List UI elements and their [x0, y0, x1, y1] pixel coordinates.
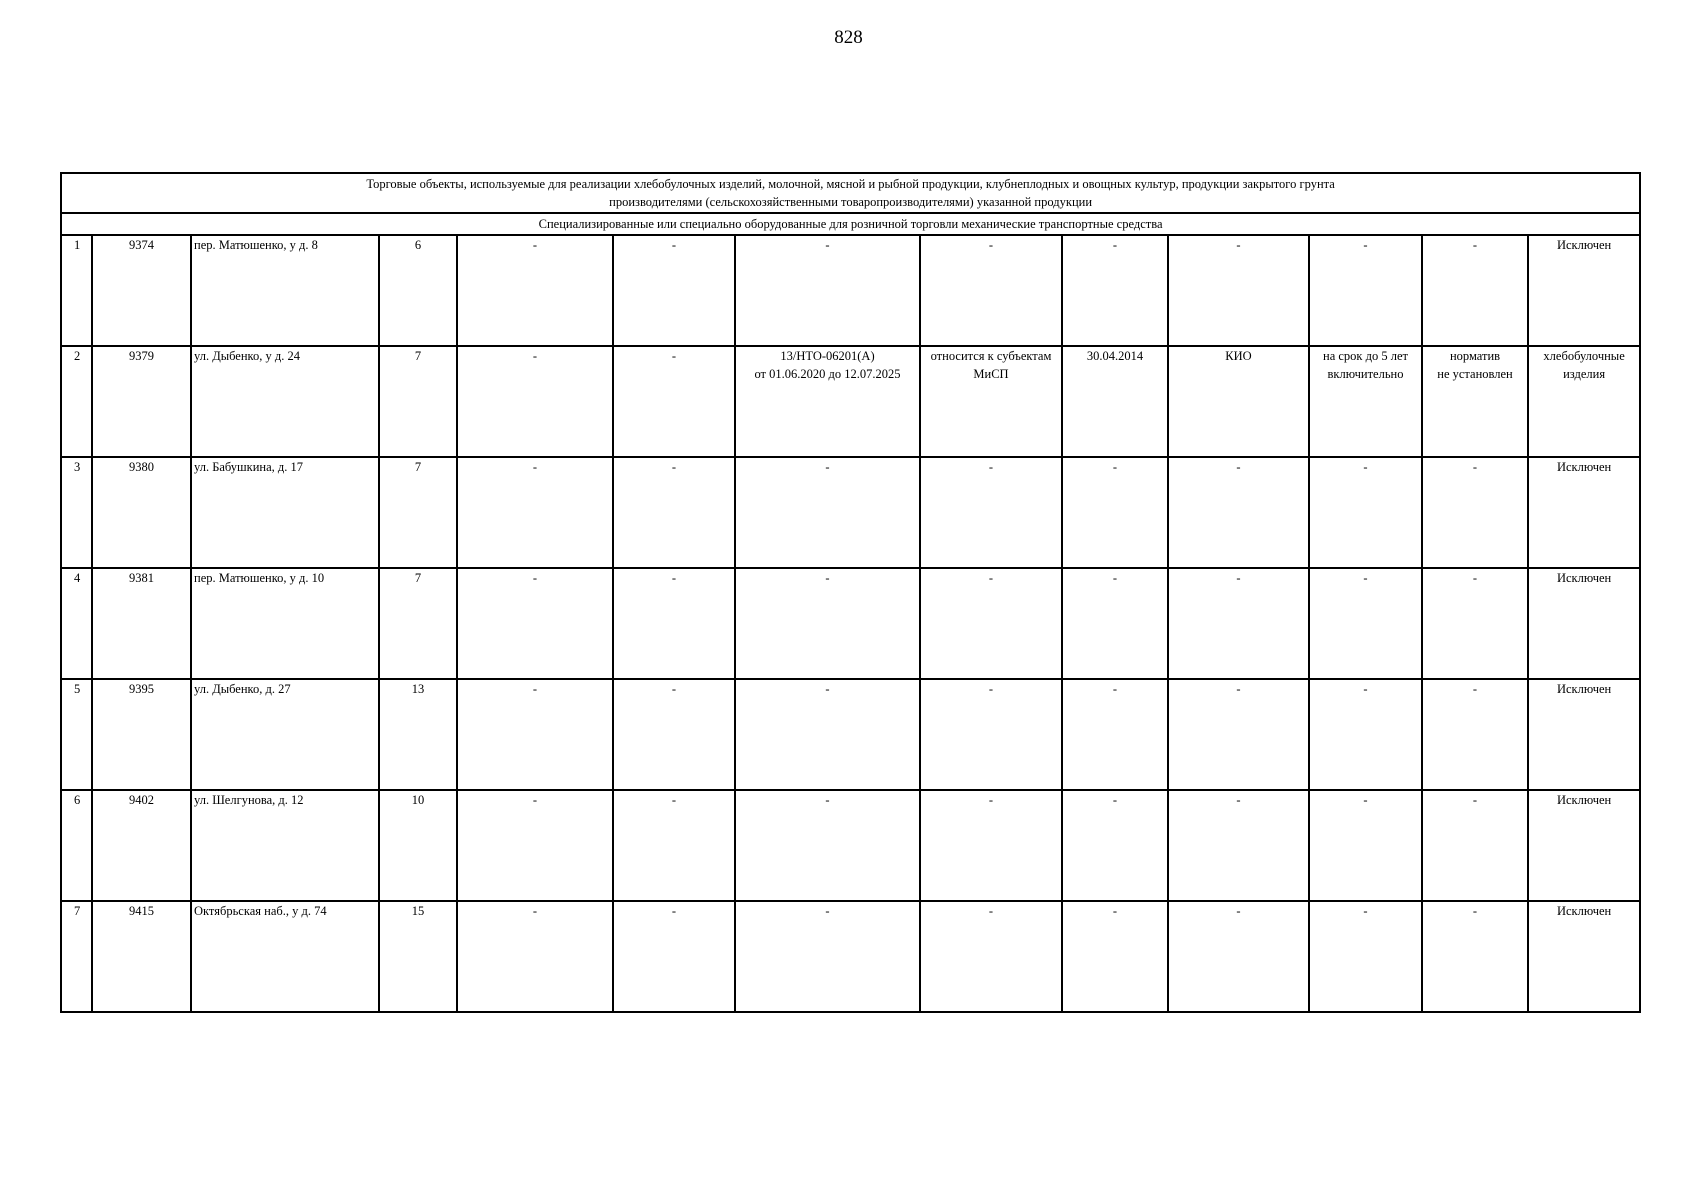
term-cell: [1309, 568, 1422, 679]
section-subtitle: Специализированные или специально оборудованные для розничной торговли механические транспортные средства: [61, 213, 1640, 235]
date-cell: [1062, 568, 1168, 679]
contract-cell-text: 13/НТО-06201(А): [780, 349, 875, 363]
authority-cell-text: -: [1236, 793, 1241, 807]
col5-cell-text: -: [532, 682, 538, 696]
address-cell-text: ул. Бабушкина, д. 17: [194, 460, 304, 474]
col6-cell: [613, 346, 735, 457]
table-row: [61, 568, 1640, 679]
row-number-cell: [61, 901, 92, 1012]
authority-cell: [1168, 235, 1309, 346]
contract-cell-text: -: [825, 904, 830, 918]
contract-cell: [735, 568, 920, 679]
norm-cell: [1422, 679, 1528, 790]
norm-cell: [1422, 457, 1528, 568]
row-number-cell: [61, 457, 92, 568]
authority-cell: [1168, 679, 1309, 790]
smb-status-cell-text: -: [988, 238, 994, 252]
term-cell: [1309, 235, 1422, 346]
row-number-cell-text: 7: [74, 904, 81, 918]
count-cell: [379, 235, 457, 346]
term-cell: [1309, 346, 1422, 457]
object-id-cell: [92, 346, 191, 457]
count-cell-text: 15: [411, 904, 425, 918]
specialization-cell-text: хлебобулочные: [1543, 349, 1625, 363]
object-id-cell: [92, 457, 191, 568]
section-subtitle-row: [61, 213, 1640, 235]
contract-cell-text: -: [825, 571, 830, 585]
row-number-cell: [61, 346, 92, 457]
contract-cell-text: -: [825, 682, 830, 696]
address-cell-text: пер. Матюшенко, у д. 10: [194, 571, 325, 585]
specialization-cell-text: Исключен: [1556, 571, 1612, 585]
norm-cell-text: -: [1472, 682, 1478, 696]
address-cell: [191, 568, 379, 679]
contract-cell-text: -: [825, 460, 830, 474]
row-number-cell-text: 4: [74, 571, 81, 585]
smb-status-cell: [920, 235, 1062, 346]
col5-cell: [457, 457, 613, 568]
table-row: [61, 457, 1640, 568]
specialization-cell-text: Исключен: [1556, 793, 1612, 807]
address-cell-text: ул. Дыбенко, д. 27: [194, 682, 291, 696]
count-cell: [379, 457, 457, 568]
authority-cell-text: КИО: [1225, 349, 1252, 363]
section-title-line2: производителями (сельскохозяйственными товаропроизводителями) указанной продукции: [609, 195, 1093, 209]
specialization-cell-text: Исключен: [1556, 238, 1612, 252]
address-cell: [191, 901, 379, 1012]
col5-cell: [457, 346, 613, 457]
term-cell-text: -: [1363, 571, 1368, 585]
col6-cell-text: -: [671, 571, 677, 585]
object-id-cell: [92, 235, 191, 346]
specialization-cell-text: Исключен: [1556, 460, 1612, 474]
authority-cell-text: -: [1236, 682, 1241, 696]
term-cell-text: -: [1363, 904, 1368, 918]
smb-status-cell-text: -: [988, 571, 994, 585]
address-cell-text: ул. Шелгунова, д. 12: [194, 793, 304, 807]
col5-cell-text: -: [532, 793, 538, 807]
row-number-cell-text: 1: [74, 238, 81, 252]
row-number-cell: [61, 235, 92, 346]
term-cell-text: включительно: [1327, 367, 1404, 381]
count-cell-text: 10: [411, 793, 425, 807]
norm-cell: [1422, 790, 1528, 901]
count-cell-text: 7: [414, 571, 422, 585]
date-cell-text: -: [1112, 460, 1118, 474]
count-cell: [379, 679, 457, 790]
contract-cell: [735, 790, 920, 901]
table-row: [61, 235, 1640, 346]
date-cell-text: -: [1112, 238, 1118, 252]
contract-cell-text: -: [825, 793, 830, 807]
object-id-cell-text: 9380: [129, 460, 154, 474]
specialization-cell: [1528, 679, 1640, 790]
address-cell: [191, 679, 379, 790]
date-cell-text: 30.04.2014: [1086, 349, 1144, 363]
address-cell: [191, 457, 379, 568]
authority-cell-text: -: [1236, 571, 1241, 585]
col6-cell: [613, 679, 735, 790]
count-cell: [379, 568, 457, 679]
contract-cell-text: -: [825, 238, 830, 252]
norm-cell-text: не установлен: [1437, 367, 1513, 381]
authority-cell: [1168, 790, 1309, 901]
authority-cell-text: -: [1236, 238, 1241, 252]
address-cell: [191, 790, 379, 901]
term-cell-text: -: [1363, 793, 1368, 807]
date-cell: [1062, 235, 1168, 346]
object-id-cell-text: 9395: [129, 682, 154, 696]
col6-cell-text: -: [671, 238, 677, 252]
authority-cell: [1168, 568, 1309, 679]
table-row: [61, 790, 1640, 901]
contract-cell: [735, 679, 920, 790]
col6-cell-text: -: [671, 460, 677, 474]
date-cell-text: -: [1112, 793, 1118, 807]
smb-status-cell-text: -: [988, 682, 994, 696]
norm-cell-text: -: [1472, 238, 1478, 252]
col5-cell-text: -: [532, 571, 538, 585]
specialization-cell-text: Исключен: [1556, 682, 1612, 696]
col6-cell-text: -: [671, 682, 677, 696]
term-cell: [1309, 679, 1422, 790]
date-cell: [1062, 679, 1168, 790]
term-cell: [1309, 790, 1422, 901]
norm-cell: [1422, 346, 1528, 457]
contract-cell: [735, 457, 920, 568]
section-title: [61, 173, 1640, 213]
object-id-cell: [92, 679, 191, 790]
col5-cell: [457, 568, 613, 679]
contract-cell-text: от 01.06.2020 до 12.07.2025: [754, 367, 901, 381]
norm-cell-text: -: [1472, 793, 1478, 807]
col6-cell-text: -: [671, 904, 677, 918]
object-id-cell-text: 9402: [129, 793, 154, 807]
specialization-cell: [1528, 457, 1640, 568]
col6-cell: [613, 457, 735, 568]
authority-cell-text: -: [1236, 904, 1241, 918]
registry-table: [60, 172, 1641, 1013]
norm-cell: [1422, 568, 1528, 679]
date-cell: [1062, 790, 1168, 901]
col5-cell: [457, 235, 613, 346]
contract-cell: [735, 901, 920, 1012]
date-cell: [1062, 901, 1168, 1012]
object-id-cell-text: 9374: [129, 238, 154, 252]
norm-cell: [1422, 901, 1528, 1012]
smb-status-cell: [920, 568, 1062, 679]
col5-cell: [457, 901, 613, 1012]
col6-cell: [613, 568, 735, 679]
date-cell: [1062, 346, 1168, 457]
row-number-cell-text: 2: [74, 349, 81, 363]
norm-cell: [1422, 235, 1528, 346]
address-cell-text: пер. Матюшенко, у д. 8: [194, 238, 318, 252]
row-number-cell-text: 3: [74, 460, 81, 474]
date-cell-text: -: [1112, 571, 1118, 585]
object-id-cell-text: 9381: [129, 571, 154, 585]
term-cell-text: -: [1363, 682, 1368, 696]
date-cell-text: -: [1112, 904, 1118, 918]
section-title-line1: Торговые объекты, используемые для реализации хлебобулочных изделий, молочной, мясной и рыбной продукции, клубнеплодных и овощных культур, продукции закрытого грунта: [366, 177, 1335, 191]
col5-cell-text: -: [532, 904, 538, 918]
col6-cell: [613, 790, 735, 901]
specialization-cell-text: Исключен: [1556, 904, 1612, 918]
specialization-cell: [1528, 790, 1640, 901]
count-cell: [379, 346, 457, 457]
address-cell: [191, 346, 379, 457]
smb-status-cell-text: -: [988, 460, 994, 474]
row-number-cell: [61, 679, 92, 790]
count-cell-text: 7: [414, 349, 422, 363]
specialization-cell: [1528, 568, 1640, 679]
row-number-cell-text: 5: [74, 682, 81, 696]
authority-cell-text: -: [1236, 460, 1241, 474]
smb-status-cell: [920, 901, 1062, 1012]
count-cell-text: 7: [414, 460, 422, 474]
object-id-cell: [92, 568, 191, 679]
term-cell-text: -: [1363, 460, 1368, 474]
col5-cell-text: -: [532, 238, 538, 252]
page-number: 828: [834, 27, 863, 48]
authority-cell: [1168, 901, 1309, 1012]
address-cell-text: Октябрьская наб., у д. 74: [194, 904, 327, 918]
term-cell-text: -: [1363, 238, 1368, 252]
smb-status-cell-text: относится к субъектам: [930, 349, 1052, 363]
table-row: [61, 679, 1640, 790]
col5-cell: [457, 790, 613, 901]
date-cell-text: -: [1112, 682, 1118, 696]
object-id-cell-text: 9415: [129, 904, 154, 918]
date-cell: [1062, 457, 1168, 568]
term-cell-text: на срок до 5 лет: [1323, 349, 1408, 363]
count-cell: [379, 790, 457, 901]
section-title-row: [61, 173, 1640, 213]
smb-status-cell: [920, 679, 1062, 790]
row-number-cell: [61, 568, 92, 679]
specialization-cell: [1528, 901, 1640, 1012]
smb-status-cell: [920, 457, 1062, 568]
smb-status-cell: [920, 790, 1062, 901]
norm-cell-text: норматив: [1449, 349, 1501, 363]
col6-cell: [613, 901, 735, 1012]
col6-cell-text: -: [671, 349, 677, 363]
object-id-cell: [92, 901, 191, 1012]
norm-cell-text: -: [1472, 571, 1478, 585]
row-number-cell: [61, 790, 92, 901]
smb-status-cell-text: МиСП: [973, 367, 1009, 381]
address-cell: [191, 235, 379, 346]
object-id-cell: [92, 790, 191, 901]
smb-status-cell-text: -: [988, 904, 994, 918]
col6-cell: [613, 235, 735, 346]
table-row: [61, 346, 1640, 457]
table-row: [61, 901, 1640, 1012]
smb-status-cell: [920, 346, 1062, 457]
col6-cell-text: -: [671, 793, 677, 807]
smb-status-cell-text: -: [988, 793, 994, 807]
col5-cell-text: -: [532, 460, 538, 474]
contract-cell: [735, 235, 920, 346]
count-cell-text: 13: [411, 682, 425, 696]
term-cell: [1309, 457, 1422, 568]
term-cell: [1309, 901, 1422, 1012]
object-id-cell-text: 9379: [129, 349, 154, 363]
norm-cell-text: -: [1472, 904, 1478, 918]
specialization-cell-text: изделия: [1563, 367, 1606, 381]
authority-cell: [1168, 457, 1309, 568]
col5-cell: [457, 679, 613, 790]
norm-cell-text: -: [1472, 460, 1478, 474]
row-number-cell-text: 6: [74, 793, 81, 807]
count-cell: [379, 901, 457, 1012]
col5-cell-text: -: [532, 349, 538, 363]
authority-cell: [1168, 346, 1309, 457]
address-cell-text: ул. Дыбенко, у д. 24: [194, 349, 300, 363]
count-cell-text: 6: [414, 238, 422, 252]
specialization-cell: [1528, 346, 1640, 457]
specialization-cell: [1528, 235, 1640, 346]
contract-cell: [735, 346, 920, 457]
